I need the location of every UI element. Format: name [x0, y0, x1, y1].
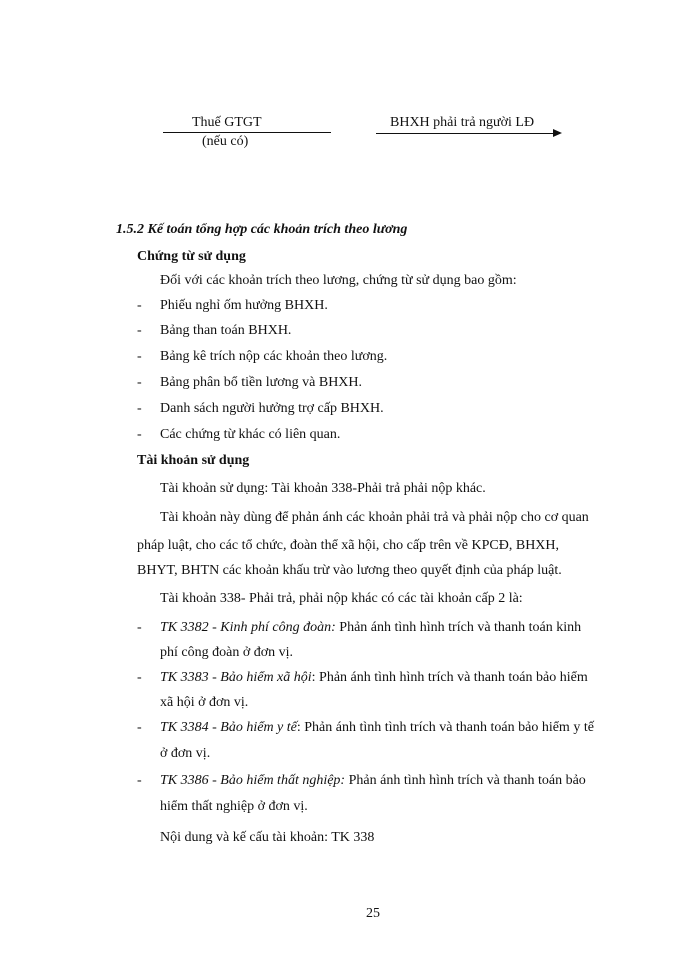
- sub-account-desc: Phản ánh tình hình trích và thanh toán kinh: [335, 620, 582, 635]
- accounts-para2-line1: Tài khoản này dùng để phản ánh các khoản phải trả và phải nộp cho cơ quan: [160, 510, 589, 525]
- arrow-right-icon: [553, 129, 562, 137]
- bullet-dash: -: [137, 323, 142, 338]
- bullet-dash: -: [137, 401, 142, 416]
- sub-account-desc: Phản ánh tình hình trích và thanh toán bảo: [345, 773, 586, 788]
- sub-account-code: TK 3384 - Bảo hiểm y tế: [160, 720, 297, 735]
- bullet-dash: -: [137, 773, 142, 788]
- diagram-left-label: Thuế GTGT: [192, 115, 262, 130]
- diagram-right-label: BHXH phải trả người LĐ: [390, 115, 535, 130]
- sub-account-item: [160, 670, 588, 686]
- sub-account-desc: : Phản ánh tình hình trích và thanh toán bảo hiểm: [311, 670, 588, 685]
- sub-account-code: TK 3382 - Kinh phí công đoàn:: [160, 620, 336, 635]
- diagram-arrow-line: [376, 133, 556, 134]
- bullet-dash: -: [137, 375, 142, 390]
- bullet-dash: -: [137, 427, 142, 442]
- vouchers-intro: Đối với các khoản trích theo lương, chứng từ sử dụng bao gồm:: [160, 273, 517, 288]
- sub-account-item: [160, 720, 594, 736]
- diagram-left-line: [163, 132, 331, 133]
- sub-account-desc: : Phản ánh tình tình trích và thanh toán bảo hiểm y tế: [296, 720, 594, 735]
- sub-account-cont: hiểm thất nghiệp ở đơn vị.: [160, 799, 308, 814]
- bullet-dash: -: [137, 298, 142, 313]
- diagram-left-sublabel: (nếu có): [202, 134, 249, 149]
- bullet-dash: -: [137, 670, 142, 685]
- list-item: Bảng than toán BHXH.: [160, 323, 292, 338]
- page-number: 25: [366, 906, 380, 921]
- sub-account-item: [160, 773, 586, 789]
- list-item: Bảng kê trích nộp các khoản theo lương.: [160, 349, 388, 364]
- list-item: Các chứng từ khác có liên quan.: [160, 427, 341, 442]
- bullet-dash: -: [137, 349, 142, 364]
- sub-account-item: [160, 620, 581, 636]
- accounts-para3: Tài khoản 338- Phải trả, phải nộp khác có các tài khoản cấp 2 là:: [160, 591, 523, 606]
- sub-account-cont: xã hội ở đơn vị.: [160, 695, 249, 710]
- accounts-heading: Tài khoản sử dụng: [137, 453, 250, 468]
- sub-account-cont: ở đơn vị.: [160, 746, 211, 761]
- bullet-dash: -: [137, 720, 142, 735]
- accounts-closing: Nội dung và kế cấu tài khoản: TK 338: [160, 830, 375, 845]
- bullet-dash: -: [137, 620, 142, 635]
- accounts-para2-line2: pháp luật, cho các tổ chức, đoàn thể xã hội, cho cấp trên về KPCĐ, BHXH,: [137, 538, 560, 553]
- list-item: Phiếu nghỉ ốm hưởng BHXH.: [160, 298, 328, 313]
- vouchers-heading: Chứng từ sử dụng: [137, 249, 246, 264]
- list-item: Bảng phân bổ tiền lương và BHXH.: [160, 375, 363, 390]
- accounts-para2-line3: BHYT, BHTN các khoản khấu trừ vào lương theo quyết định của pháp luật.: [137, 563, 562, 578]
- sub-account-code: TK 3386 - Bảo hiểm thất nghiệp:: [160, 773, 346, 788]
- sub-account-cont: phí công đoàn ở đơn vị.: [160, 645, 294, 660]
- list-item: Danh sách người hưởng trợ cấp BHXH.: [160, 401, 384, 416]
- section-heading: 1.5.2 Kế toán tổng hợp các khoản trích theo lương: [116, 222, 408, 237]
- sub-account-code: TK 3383 - Bảo hiểm xã hội: [160, 670, 312, 685]
- accounts-para1: Tài khoản sử dụng: Tài khoản 338-Phải trả phải nộp khác.: [160, 481, 486, 496]
